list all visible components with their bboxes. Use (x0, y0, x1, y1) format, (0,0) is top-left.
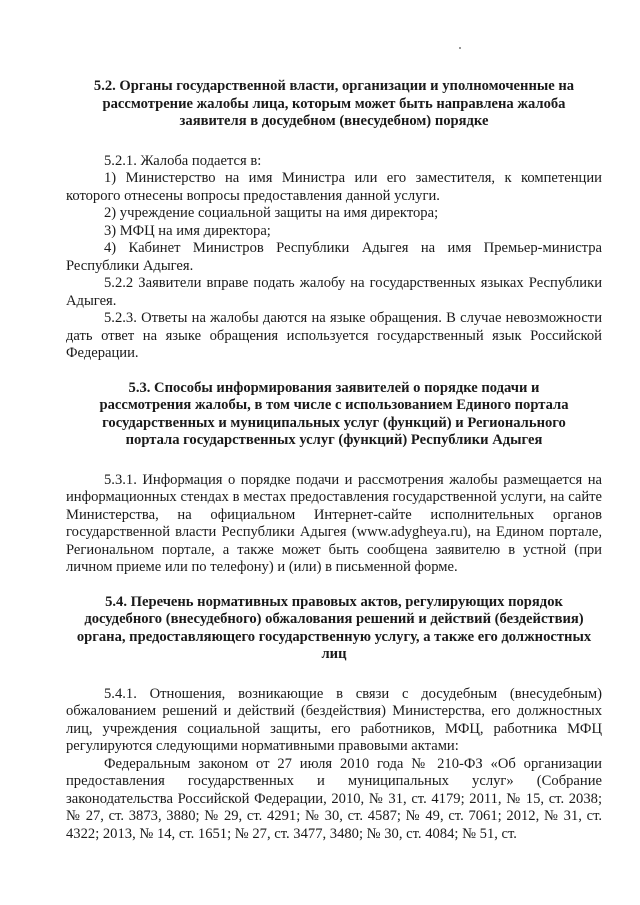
section-heading-5-2: 5.2. Органы государственной власти, организации и уполномоченные на рассмотрение жалобы лица, которым может быть направлена жалоба заявителя в досудебном (внесудебном) порядке (93, 78, 575, 129)
paragraph-federal-law: Федеральным законом от 27 июля 2010 года № 210-ФЗ «Об организации предоставления государственных и муниципальных услуг» (Собрание законодательства Российской Федерации, 2010, № 31, ст. 4179; 2011, № 15, ст. 2038; № 27, ст. 3873, 3880; № 29, ст. 4291; № 30, ст. 4587; № 49, ст. 7061; 2012, № 31, ст. 4322; 2013, № 14, ст. 1651; № 27, ст. 3477, 3480; № 30, ст. 4084; № 51, ст. (66, 755, 602, 842)
section-heading-5-3: 5.3. Способы информирования заявителей о порядке подачи и рассмотрения жалобы, в том числе с использованием Единого портала государственных и муниципальных услуг (функций) и Регионального портала государственных услуг (функций) Республики Адыгея (99, 379, 569, 448)
list-item-social-institution: 2) учреждение социальной защиты на имя директора; (104, 205, 439, 221)
section-heading-5-4: 5.4. Перечень нормативных правовых актов, регулирующих порядок досудебного (внесудебного) обжалования решений и действий (бездействия) органа, предоставляющего государственную услугу, а также его должностных лиц (76, 593, 592, 662)
list-item-ministry: 1) Министерство на имя Министра или его заместителя, к компетенции которого отнесены вопросы предоставления данной услуги. (66, 170, 602, 204)
paragraph-5-2-1: 5.2.1. Жалоба подается в: (104, 152, 262, 169)
paragraph-5-2-3: 5.2.3. Ответы на жалобы даются на языке обращения. В случае невозможности дать ответ на языке обращения используется государственный язык Российской Федерации. (66, 310, 602, 361)
document-page (66, 78, 602, 843)
paragraph-5-4-1: 5.4.1. Отношения, возникающие в связи с досудебным (внесудебным) обжалованием решений и действий (бездействия) Министерства, его должностных лиц, учреждения социальной защиты, его работников, МФЦ, работника МФЦ регулируются следующими нормативными правовыми актами: (66, 685, 602, 754)
scan-speck (459, 47, 461, 49)
list-item-mfc: 3) МФЦ на имя директора; (104, 222, 271, 239)
paragraph-5-2-2: 5.2.2 Заявители вправе подать жалобу на государственных языках Республики Адыгея. (66, 275, 602, 309)
list-item-cabinet: 4) Кабинет Министров Республики Адыгея на имя Премьер-министра Республики Адыгея. (66, 240, 602, 274)
paragraph-5-3-1: 5.3.1. Информация о порядке подачи и рассмотрения жалобы размещается на информационных стендах в местах предоставления государственной услуги, на сайте Министерства, на официальном Интернет-сайте исполнительных органов государственной власти Республики Адыгея (www.adygheya.ru), на Едином портале, Региональном портале, а также может быть сообщена заявителю в устной (при личном приеме или по телефону) и (или) в письменной форме. (66, 471, 602, 575)
